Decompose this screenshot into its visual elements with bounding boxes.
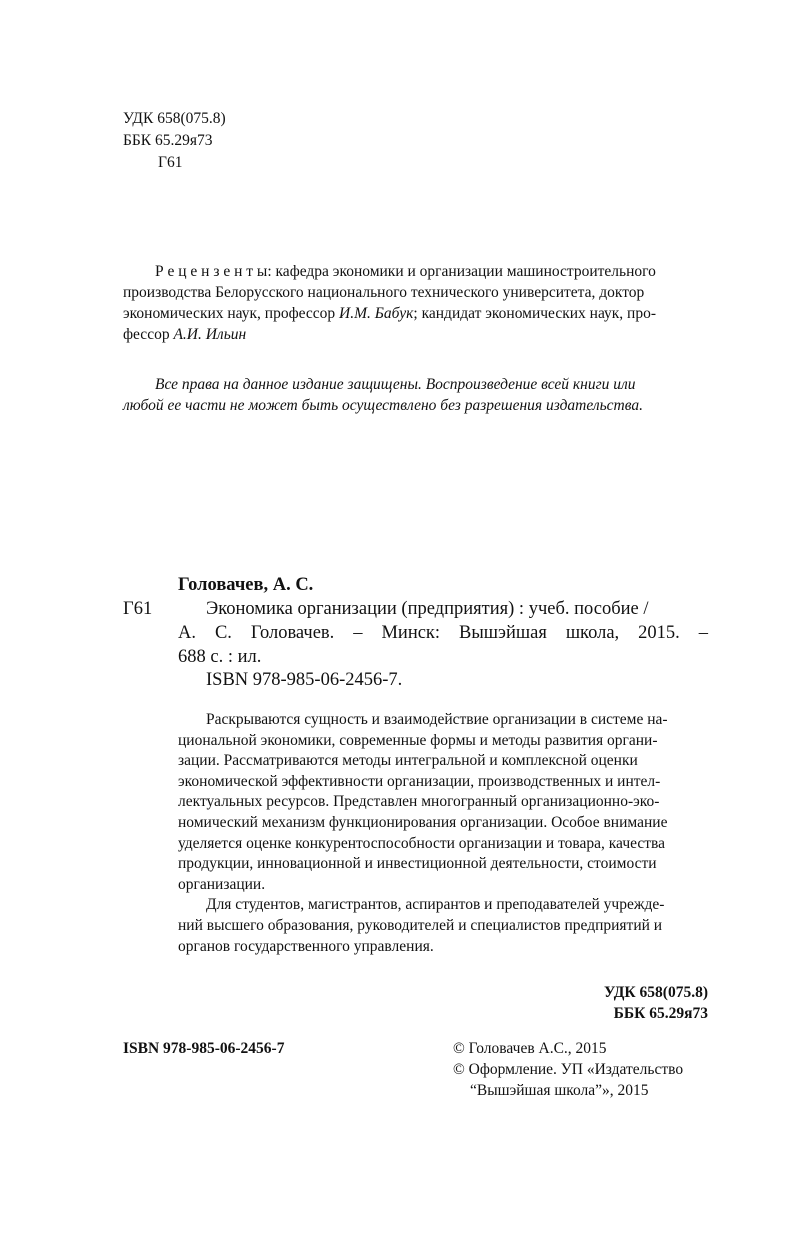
reviewer-name-1: И.М. Бабук bbox=[339, 305, 414, 322]
pages-line: 688 с. : ил. bbox=[178, 647, 262, 667]
reviewers-line-4: фессор А.И. Ильин bbox=[123, 326, 247, 343]
author-heading: Головачев, А. С. bbox=[178, 575, 314, 595]
annotation-line: циональной экономики, современные формы и методы развития органи- bbox=[178, 731, 658, 749]
annotation-line: лектуальных ресурсов. Представлен многогранный организационно-эко- bbox=[178, 793, 660, 811]
copyright-author: © Головачев А.С., 2015 bbox=[453, 1040, 607, 1057]
bbk-code: ББК 65.29я73 bbox=[123, 132, 213, 149]
annotation-line: экономической эффективности организации, производственных и интел- bbox=[178, 772, 661, 790]
isbn-line: ISBN 978-985-06-2456-7. bbox=[206, 670, 403, 690]
copyright-publisher: “Вышэйшая школа”», 2015 bbox=[470, 1082, 649, 1099]
author-mark: Г61 bbox=[158, 154, 183, 171]
bottom-udk: УДК 658(075.8) bbox=[603, 984, 708, 1001]
reviewers-line-2: производства Белорусского национального технического университета, доктор bbox=[123, 284, 645, 301]
reviewers-label: Р е ц е н з е н т ы: bbox=[155, 263, 272, 280]
annotation-line: уделяется оценке конкурентоспособности организации и товара, качества bbox=[178, 834, 666, 852]
annotation-line: органов государственного управления. bbox=[178, 937, 434, 955]
top-classification bbox=[123, 108, 226, 174]
title-line: Экономика организации (предприятия) : учеб. пособие / bbox=[206, 599, 649, 619]
annotation-line: номический механизм функционирования организации. Особое внимание bbox=[178, 813, 668, 831]
bottom-bbk: ББК 65.29я73 bbox=[613, 1005, 708, 1022]
annotation-line: Раскрываются сущность и взаимодействие организации в системе на- bbox=[206, 711, 668, 728]
udk-code: УДК 658(075.8) bbox=[123, 110, 226, 127]
annotation-line: ний высшего образования, руководителей и специалистов предприятий и bbox=[178, 916, 663, 934]
annotation-line: Для студентов, магистрантов, аспирантов и преподавателей учрежде- bbox=[206, 896, 665, 914]
bibliographic-mark: Г61 bbox=[123, 599, 153, 619]
annotation bbox=[178, 710, 709, 957]
copyright-block bbox=[453, 1038, 683, 1101]
annotation-line: продукции, инновационной и инвестиционной деятельности, стоимости bbox=[178, 855, 657, 873]
reviewer-name-2: А.И. Ильин bbox=[173, 326, 247, 343]
copyright-design: © Оформление. УП «Издательство bbox=[453, 1061, 684, 1078]
bottom-classification bbox=[604, 982, 708, 1024]
annotation-line: зации. Рассматриваются методы интегральной и комплексной оценки bbox=[178, 752, 638, 770]
rights-line-2: любой ее части не может быть осуществлено без разрешения издательства. bbox=[123, 397, 643, 414]
reviewers-line-1: Р е ц е н з е н т ы: кафедра экономики и организации машиностроительного bbox=[155, 263, 656, 280]
reviewers-line-3: экономических наук, профессор И.М. Бабук; кандидат экономических наук, про- bbox=[123, 305, 657, 322]
isbn-bold: ISBN 978-985-06-2456-7 bbox=[123, 1040, 285, 1057]
rights-line-1: Все права на данное издание защищены. Воспроизведение всей книги или bbox=[155, 376, 636, 393]
annotation-line: организации. bbox=[178, 875, 266, 893]
publication-line: А. С. Головачев. – Минск: Вышэйшая школа, 2015. – bbox=[178, 623, 708, 643]
